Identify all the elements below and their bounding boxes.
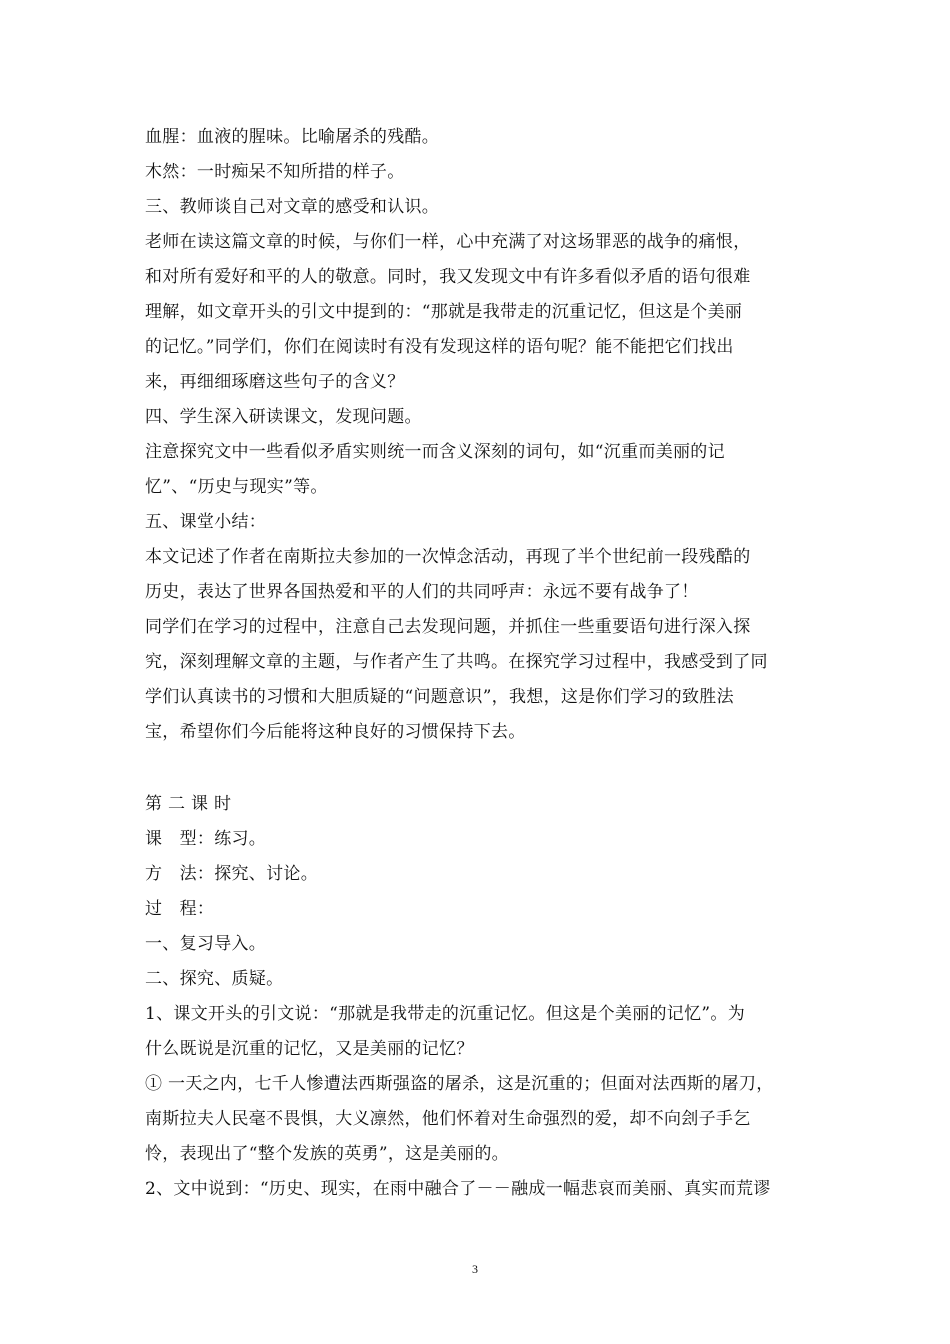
lesson-method-line: 方 法：探究、讨论。 [145, 864, 318, 884]
section-heading-3: 三、教师谈自己对文章的感受和认识。 [145, 197, 440, 217]
body-line-14: 历史，表达了世界各国热爱和平的人们的共同呼声：永远不要有战争了！ [145, 582, 699, 602]
body-line-11: 忆”、“历史与现实”等。 [145, 477, 328, 497]
answer-1-line-2: 南斯拉夫人民毫不畏惧，大义凛然，他们怀着对生命强烈的爱，却不向刽子手乞 [145, 1109, 751, 1129]
question-2-line-1: 2、文中说到：“历史、现实，在雨中融合了－－融成一幅悲哀而美丽、真实而荒谬 [145, 1179, 771, 1199]
answer-1-line-1: ① 一天之内，七千人惨遭法西斯强盗的屠杀，这是沉重的；但面对法西斯的屠刀， [145, 1074, 774, 1094]
body-line-2: 木然：一时痴呆不知所措的样子。 [145, 162, 405, 182]
body-line-8: 来，再细细琢磨这些句子的含义？ [145, 372, 405, 392]
question-1-line-2: 什么既说是沉重的记忆，又是美丽的记忆？ [145, 1039, 474, 1059]
body-line-1: 血腥：血液的腥味。比喻屠杀的残酷。 [145, 127, 440, 147]
body-line-6: 理解，如文章开头的引文中提到的：“那就是我带走的沉重记忆，但这是个美丽 [145, 302, 743, 322]
body-line-18: 宝，希望你们今后能将这种良好的习惯保持下去。 [145, 722, 526, 742]
body-line-13: 本文记述了作者在南斯拉夫参加的一次悼念活动，再现了半个世纪前一段残酷的 [145, 547, 751, 567]
page-number: 3 [472, 1262, 478, 1276]
paragraph-gap [145, 750, 810, 787]
step-review-line: 一、复习导入。 [145, 934, 267, 954]
body-line-15: 同学们在学习的过程中，注意自己去发现问题，并抓住一些重要语句进行深入探 [145, 617, 751, 637]
question-1-line-1: 1、课文开头的引文说：“那就是我带走的沉重记忆。但这是个美丽的记忆”。为 [145, 1004, 745, 1024]
body-line-16: 究，深刻理解文章的主题，与作者产生了共鸣。在探究学习过程中，我感受到了同 [145, 652, 768, 672]
section-heading-4: 四、学生深入研读课文，发现问题。 [145, 407, 422, 427]
body-line-10: 注意探究文中一些看似矛盾实则统一而含义深刻的词句，如“沉重而美丽的记 [145, 442, 725, 462]
answer-1-line-3: 怜，表现出了“整个发族的英勇”，这是美丽的。 [145, 1144, 509, 1164]
lesson-type-line: 课 型：练习。 [145, 829, 267, 849]
body-line-17: 学们认真读书的习惯和大胆质疑的“问题意识”，我想，这是你们学习的致胜法 [145, 687, 734, 707]
body-line-7: 的记忆。”同学们，你们在阅读时有没有发现这样的语句呢？能不能把它们找出 [145, 337, 734, 357]
page-body [145, 120, 810, 1207]
lesson-process-line: 过 程： [145, 899, 215, 919]
lesson-heading: 第 二 课 时 [145, 794, 232, 814]
section-heading-5: 五、课堂小结： [145, 512, 267, 532]
step-explore-line: 二、探究、质疑。 [145, 969, 284, 989]
body-line-4: 老师在读这篇文章的时候，与你们一样，心中充满了对这场罪恶的战争的痛恨， [145, 232, 751, 252]
body-line-5: 和对所有爱好和平的人的敬意。同时，我又发现文中有许多看似矛盾的语句很难 [145, 267, 751, 287]
